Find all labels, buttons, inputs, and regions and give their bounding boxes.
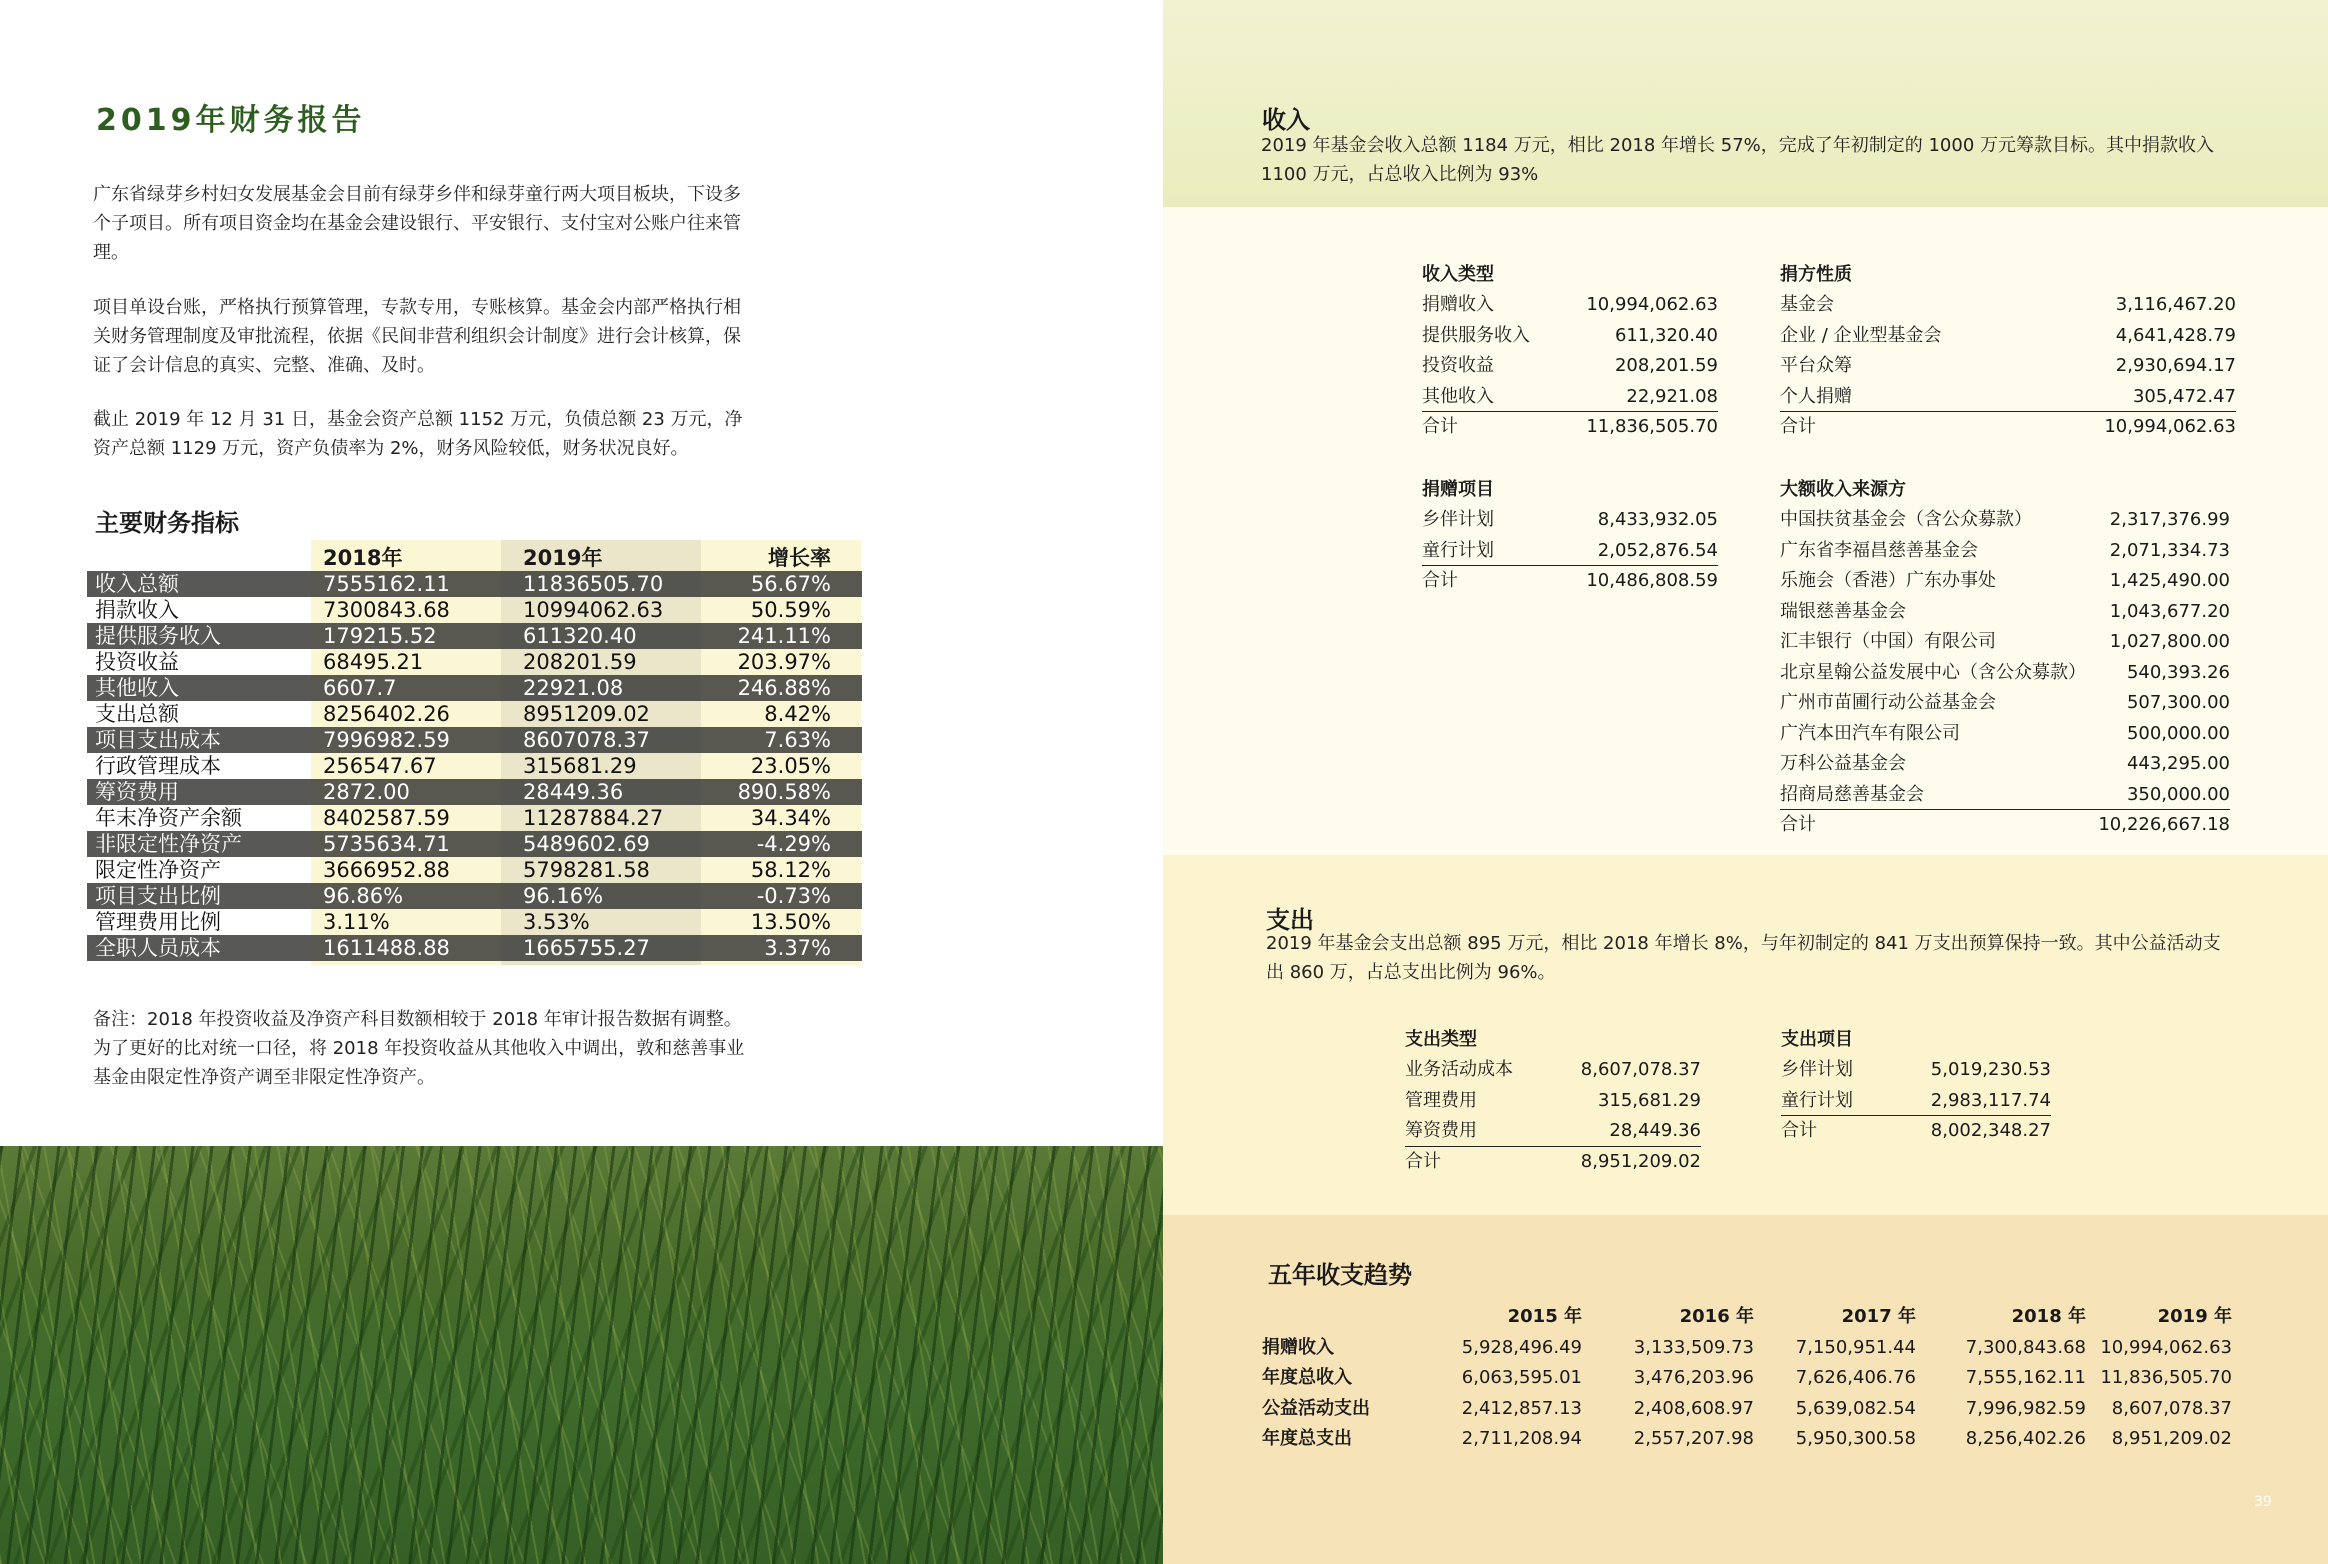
- growth-rate: 203.97%: [737, 650, 831, 674]
- row-value: 5,019,230.53: [1930, 1059, 2051, 1080]
- value-2019: 10994062.63: [523, 598, 664, 622]
- row-label: 企业 / 企业型基金会: [1780, 324, 1942, 346]
- value-2019: 96.16%: [523, 884, 604, 908]
- growth-rate: -0.73%: [756, 884, 831, 908]
- total-row: [1780, 412, 2236, 443]
- year-header: 2016 年: [1679, 1306, 1754, 1327]
- value-2018: 1611488.88: [323, 936, 450, 960]
- row-label: 中国扶贫基金会（含公众募款）: [1780, 509, 2032, 530]
- total-row: [1781, 1116, 2051, 1147]
- growth-rate: 246.88%: [737, 676, 831, 700]
- row-value: 507,300.00: [2126, 692, 2230, 713]
- total-row: [1422, 412, 1718, 443]
- table-row: [87, 805, 862, 831]
- indicator-label: 提供服务收入: [95, 624, 221, 648]
- value-2018: 7996982.59: [323, 728, 450, 752]
- indicator-label: 非限定性净资产: [95, 832, 242, 856]
- row-label: 广汽本田汽车有限公司: [1780, 722, 1960, 744]
- trend-value: 10,994,062.63: [2100, 1336, 2232, 1358]
- row-label: 筹资费用: [1405, 1120, 1477, 1141]
- value-2018: 5735634.71: [323, 832, 450, 856]
- table-body: [87, 571, 862, 961]
- table-row: [1780, 536, 2230, 567]
- row-label: 捐赠收入: [1422, 294, 1494, 315]
- growth-rate: 8.42%: [764, 702, 831, 726]
- table-row: [1780, 688, 2230, 719]
- value-2019: 11287884.27: [523, 806, 664, 830]
- income-type-table: [1422, 259, 1718, 443]
- year-header: 2015 年: [1507, 1306, 1582, 1327]
- table-row: [87, 597, 862, 623]
- header-cell: [87, 545, 311, 571]
- trend-value: 2,711,208.94: [1461, 1428, 1582, 1449]
- row-label: 招商局慈善基金会: [1780, 783, 1924, 805]
- value-2019: 1665755.27: [523, 936, 650, 960]
- growth-rate: 241.11%: [737, 624, 831, 648]
- value-2019: 22921.08: [523, 676, 624, 700]
- growth-rate: 3.37%: [764, 936, 831, 960]
- total-label: 合计: [1780, 814, 1816, 835]
- table-title: 支出项目: [1781, 1029, 1853, 1050]
- report-title: 2019年财务报告: [96, 103, 366, 138]
- row-label: 提供服务收入: [1422, 324, 1530, 346]
- table-row: [1780, 505, 2230, 536]
- expense-band: [1163, 855, 2328, 1215]
- total-row: [1780, 810, 2230, 841]
- table-row: [87, 779, 862, 805]
- rice-field-photo: [0, 1146, 1163, 1564]
- row-label: 广州市苗圃行动公益基金会: [1780, 692, 1996, 713]
- indicator-label: 投资收益: [95, 650, 179, 674]
- row-label: 平台众筹: [1780, 355, 1852, 376]
- row-value: 2,983,117.74: [1930, 1089, 2051, 1111]
- table-row: [1780, 627, 2230, 658]
- value-2019: 3.53%: [523, 910, 590, 934]
- value-2018: 2872.00: [323, 780, 410, 804]
- table-row: [87, 909, 862, 935]
- row-label: 业务活动成本: [1405, 1059, 1513, 1080]
- table-row: [1405, 1116, 1701, 1147]
- total-value: 11,836,505.70: [1586, 416, 1718, 437]
- row-value: 208,201.59: [1614, 355, 1718, 376]
- expense-project-table: [1781, 1024, 2051, 1147]
- growth-rate: -4.29%: [756, 832, 831, 856]
- value-2019: 5798281.58: [523, 858, 650, 882]
- indicator-label: 年末净资产余额: [95, 806, 242, 830]
- row-label: 其他收入: [1422, 385, 1494, 407]
- value-2018: 68495.21: [323, 650, 424, 674]
- trend-value: 7,300,843.68: [1965, 1336, 2086, 1358]
- row-label: 乡伴计划: [1781, 1059, 1853, 1080]
- trend-label: 捐赠收入: [1262, 1336, 1334, 1358]
- total-label: 合计: [1405, 1150, 1441, 1172]
- expense-description: 2019 年基金会支出总额 895 万元，相比 2018 年增长 8%，与年初制定的 841 万支出预算保持一致。其中公益活动支出 860 万，占总支出比例为 96%。: [1266, 933, 2221, 983]
- table-row: [1780, 719, 2230, 750]
- indicator-label: 筹资费用: [95, 780, 179, 804]
- row-value: 2,071,334.73: [2109, 539, 2230, 561]
- table-row: [87, 727, 862, 753]
- table-row: [87, 857, 862, 883]
- growth-rate: 23.05%: [750, 754, 831, 778]
- row-value: 305,472.47: [2132, 385, 2236, 407]
- value-2018: 3666952.88: [323, 858, 450, 882]
- trend-value: 6,063,595.01: [1461, 1367, 1582, 1388]
- row-value: 500,000.00: [2126, 722, 2230, 744]
- table-row: [1780, 321, 2236, 352]
- row-label: 瑞银慈善基金会: [1780, 600, 1906, 622]
- table-row: [87, 883, 862, 909]
- indicator-label: 限定性净资产: [95, 858, 221, 882]
- growth-rate: 34.34%: [750, 806, 831, 830]
- footnote: 备注：2018 年投资收益及净资产科目数额相较于 2018 年审计报告数据有调整。为了更好的比对统一口径，将 2018 年投资收益从其他收入中调出，敦和慈善事业基金由限定性净资产调至非限定性净资产。: [93, 1009, 745, 1088]
- value-2018: 6607.7: [323, 676, 397, 700]
- total-label: 合计: [1422, 570, 1458, 591]
- row-label: 童行计划: [1422, 539, 1494, 561]
- value-2019: 11836505.70: [523, 572, 664, 596]
- header-cell-rate: 增长率: [768, 546, 831, 570]
- indicator-label: 管理费用比例: [95, 910, 221, 934]
- donor-type-table: [1780, 259, 2236, 443]
- table-row: [87, 649, 862, 675]
- row-label: 汇丰银行（中国）有限公司: [1780, 631, 1996, 652]
- value-2019: 8951209.02: [523, 702, 650, 726]
- financial-indicators-table: [87, 545, 862, 961]
- table-row: [1780, 566, 2230, 597]
- intro-paragraph-1: 广东省绿芽乡村妇女发展基金会目前有绿芽乡伴和绿芽童行两大项目板块，下设多个子项目。所有项目资金均在基金会建设银行、平安银行、支付宝对公账户往来管理。: [93, 184, 741, 263]
- row-label: 管理费用: [1405, 1089, 1477, 1111]
- total-value: 8,002,348.27: [1930, 1120, 2051, 1141]
- total-row: [1422, 566, 1718, 597]
- table-row: [1422, 382, 1718, 413]
- total-value: 10,226,667.18: [2098, 814, 2230, 835]
- row-value: 28,449.36: [1609, 1120, 1701, 1141]
- row-value: 8,607,078.37: [1580, 1059, 1701, 1080]
- row-value: 2,930,694.17: [2115, 355, 2236, 376]
- table-header-row: [87, 545, 862, 571]
- total-value: 10,994,062.63: [2104, 416, 2236, 437]
- value-2018: 7300843.68: [323, 598, 450, 622]
- major-donor-table: [1780, 474, 2230, 841]
- row-value: 315,681.29: [1597, 1089, 1701, 1111]
- year-header: 2019 年: [2157, 1306, 2232, 1327]
- table-row: [1422, 505, 1718, 536]
- row-label: 北京星翰公益发展中心（含公众募款）: [1780, 661, 2086, 683]
- total-value: 8,951,209.02: [1580, 1150, 1701, 1172]
- table-row: [87, 675, 862, 701]
- value-2018: 96.86%: [323, 884, 404, 908]
- trend-row: [1262, 1424, 2232, 1455]
- row-value: 350,000.00: [2126, 783, 2230, 805]
- indicator-label: 行政管理成本: [95, 754, 221, 778]
- row-value: 611,320.40: [1614, 324, 1718, 346]
- total-label: 合计: [1422, 416, 1458, 437]
- value-2018: 8402587.59: [323, 806, 450, 830]
- financial-indicators-title: 主要财务指标: [95, 509, 239, 537]
- row-value: 3,116,467.20: [2115, 294, 2236, 315]
- total-label: 合计: [1780, 416, 1816, 437]
- value-2018: 3.11%: [323, 910, 390, 934]
- donation-project-table: [1422, 474, 1718, 597]
- header-cell-2018: 2018年: [323, 546, 403, 570]
- trend-header-row: [1262, 1302, 2232, 1333]
- table-row: [1780, 597, 2230, 628]
- growth-rate: 56.67%: [750, 572, 831, 596]
- table-title: 捐方性质: [1780, 264, 1852, 285]
- trend-value: 7,150,951.44: [1795, 1336, 1916, 1358]
- table-row: [87, 571, 862, 597]
- growth-rate: 890.58%: [737, 780, 831, 804]
- page-number: 39: [2254, 1494, 2272, 1510]
- value-2018: 256547.67: [323, 754, 437, 778]
- row-value: 2,052,876.54: [1597, 539, 1718, 561]
- table-title: 支出类型: [1405, 1029, 1477, 1050]
- row-label: 乡伴计划: [1422, 509, 1494, 530]
- trend-value: 7,555,162.11: [1965, 1367, 2086, 1388]
- value-2019: 28449.36: [523, 780, 624, 804]
- trend-value: 5,639,082.54: [1795, 1397, 1916, 1419]
- row-value: 540,393.26: [2126, 661, 2230, 683]
- table-row: [1780, 351, 2236, 382]
- value-2018: 8256402.26: [323, 702, 450, 726]
- trend-value: 7,996,982.59: [1965, 1397, 2086, 1419]
- growth-rate: 13.50%: [750, 910, 831, 934]
- table-row: [1780, 658, 2230, 689]
- value-2019: 611320.40: [523, 624, 637, 648]
- trend-row: [1262, 1394, 2232, 1425]
- row-value: 1,425,490.00: [2109, 570, 2230, 591]
- indicator-label: 支出总额: [95, 702, 179, 726]
- table-row: [1422, 351, 1718, 382]
- income-title: 收入: [1262, 106, 1310, 134]
- value-2018: 7555162.11: [323, 572, 450, 596]
- table-row: [87, 753, 862, 779]
- value-2019: 208201.59: [523, 650, 637, 674]
- trend-value: 11,836,505.70: [2100, 1367, 2232, 1388]
- table-row: [1781, 1055, 2051, 1086]
- row-value: 4,641,428.79: [2115, 324, 2236, 346]
- indicator-label: 其他收入: [95, 676, 179, 700]
- intro-paragraph-2: 项目单设台账，严格执行预算管理，专款专用，专账核算。基金会内部严格执行相关财务管理制度及审批流程，依据《民间非营利组织会计制度》进行会计核算，保证了会计信息的真实、完整、准确、及时。: [93, 297, 741, 376]
- growth-rate: 58.12%: [750, 858, 831, 882]
- trend-value: 8,951,209.02: [2111, 1428, 2232, 1449]
- indicator-label: 收入总额: [95, 572, 179, 596]
- trend-row: [1262, 1333, 2232, 1364]
- year-header: 2018 年: [2011, 1306, 2086, 1327]
- value-2019: 5489602.69: [523, 832, 650, 856]
- row-label: 广东省李福昌慈善基金会: [1780, 539, 1978, 561]
- table-row: [1422, 321, 1718, 352]
- income-description: 2019 年基金会收入总额 1184 万元，相比 2018 年增长 57%，完成了年初制定的 1000 万元筹款目标。其中捐款收入 1100 万元，占总收入比例为 93%: [1261, 135, 2215, 185]
- trend-label: 年度总收入: [1262, 1367, 1352, 1388]
- table-row: [1405, 1086, 1701, 1117]
- table-row: [87, 935, 862, 961]
- total-label: 合计: [1781, 1120, 1817, 1141]
- table-row: [1422, 290, 1718, 321]
- table-title: 捐赠项目: [1422, 479, 1494, 500]
- table-row: [1422, 536, 1718, 567]
- row-label: 万科公益基金会: [1780, 753, 1906, 774]
- total-value: 10,486,808.59: [1586, 570, 1718, 591]
- header-cell-2019: 2019年: [523, 546, 603, 570]
- table-row: [1780, 749, 2230, 780]
- indicator-label: 捐款收入: [95, 598, 179, 622]
- row-label: 童行计划: [1781, 1089, 1853, 1111]
- growth-rate: 7.63%: [764, 728, 831, 752]
- row-value: 443,295.00: [2126, 753, 2230, 774]
- expense-type-table: [1405, 1024, 1701, 1177]
- table-row: [87, 623, 862, 649]
- trend-value: 8,256,402.26: [1965, 1428, 2086, 1449]
- row-value: 22,921.08: [1626, 385, 1718, 407]
- table-row: [1780, 382, 2236, 413]
- trend-value: 2,412,857.13: [1461, 1397, 1582, 1419]
- trend-value: 2,408,608.97: [1633, 1397, 1754, 1419]
- total-row: [1405, 1147, 1701, 1178]
- row-value: 1,043,677.20: [2109, 600, 2230, 622]
- table-row: [1781, 1086, 2051, 1117]
- five-year-trend-table: [1262, 1302, 2232, 1455]
- trend-value: 2,557,207.98: [1633, 1428, 1754, 1449]
- row-label: 个人捐赠: [1780, 385, 1852, 407]
- table-row: [1780, 780, 2230, 811]
- table-row: [87, 701, 862, 727]
- table-title: 收入类型: [1422, 264, 1494, 285]
- trend-value: 3,133,509.73: [1633, 1336, 1754, 1358]
- row-value: 8,433,932.05: [1597, 509, 1718, 530]
- indicator-label: 全职人员成本: [95, 936, 221, 960]
- value-2019: 315681.29: [523, 754, 637, 778]
- row-label: 投资收益: [1422, 355, 1494, 376]
- year-header: 2017 年: [1841, 1306, 1916, 1327]
- indicator-label: 项目支出比例: [95, 884, 221, 908]
- trend-label: 公益活动支出: [1262, 1397, 1370, 1419]
- trend-label: 年度总支出: [1262, 1428, 1352, 1449]
- growth-rate: 50.59%: [750, 598, 831, 622]
- header-blank: [1262, 1302, 1442, 1333]
- row-label: 基金会: [1780, 294, 1834, 315]
- row-value: 1,027,800.00: [2109, 631, 2230, 652]
- trend-value: 7,626,406.76: [1795, 1367, 1916, 1388]
- value-2018: 179215.52: [323, 624, 437, 648]
- trend-title: 五年收支趋势: [1268, 1261, 1412, 1289]
- expense-title: 支出: [1266, 906, 1314, 934]
- table-row: [1780, 290, 2236, 321]
- row-value: 10,994,062.63: [1586, 294, 1718, 315]
- row-label: 乐施会（香港）广东办事处: [1780, 570, 1996, 591]
- indicator-label: 项目支出成本: [95, 728, 221, 752]
- table-title: 大额收入来源方: [1780, 479, 1906, 500]
- trend-value: 5,950,300.58: [1795, 1428, 1916, 1449]
- intro-paragraph-3: 截止 2019 年 12 月 31 日，基金会资产总额 1152 万元，负债总额 23 万元，净资产总额 1129 万元，资产负债率为 2%，财务风险较低，财务状况良好。: [93, 409, 743, 459]
- row-value: 2,317,376.99: [2109, 509, 2230, 530]
- trend-row: [1262, 1363, 2232, 1394]
- trend-value: 8,607,078.37: [2111, 1397, 2232, 1419]
- table-row: [87, 831, 862, 857]
- value-2019: 8607078.37: [523, 728, 650, 752]
- trend-value: 3,476,203.96: [1633, 1367, 1754, 1388]
- trend-value: 5,928,496.49: [1461, 1336, 1582, 1358]
- table-row: [1405, 1055, 1701, 1086]
